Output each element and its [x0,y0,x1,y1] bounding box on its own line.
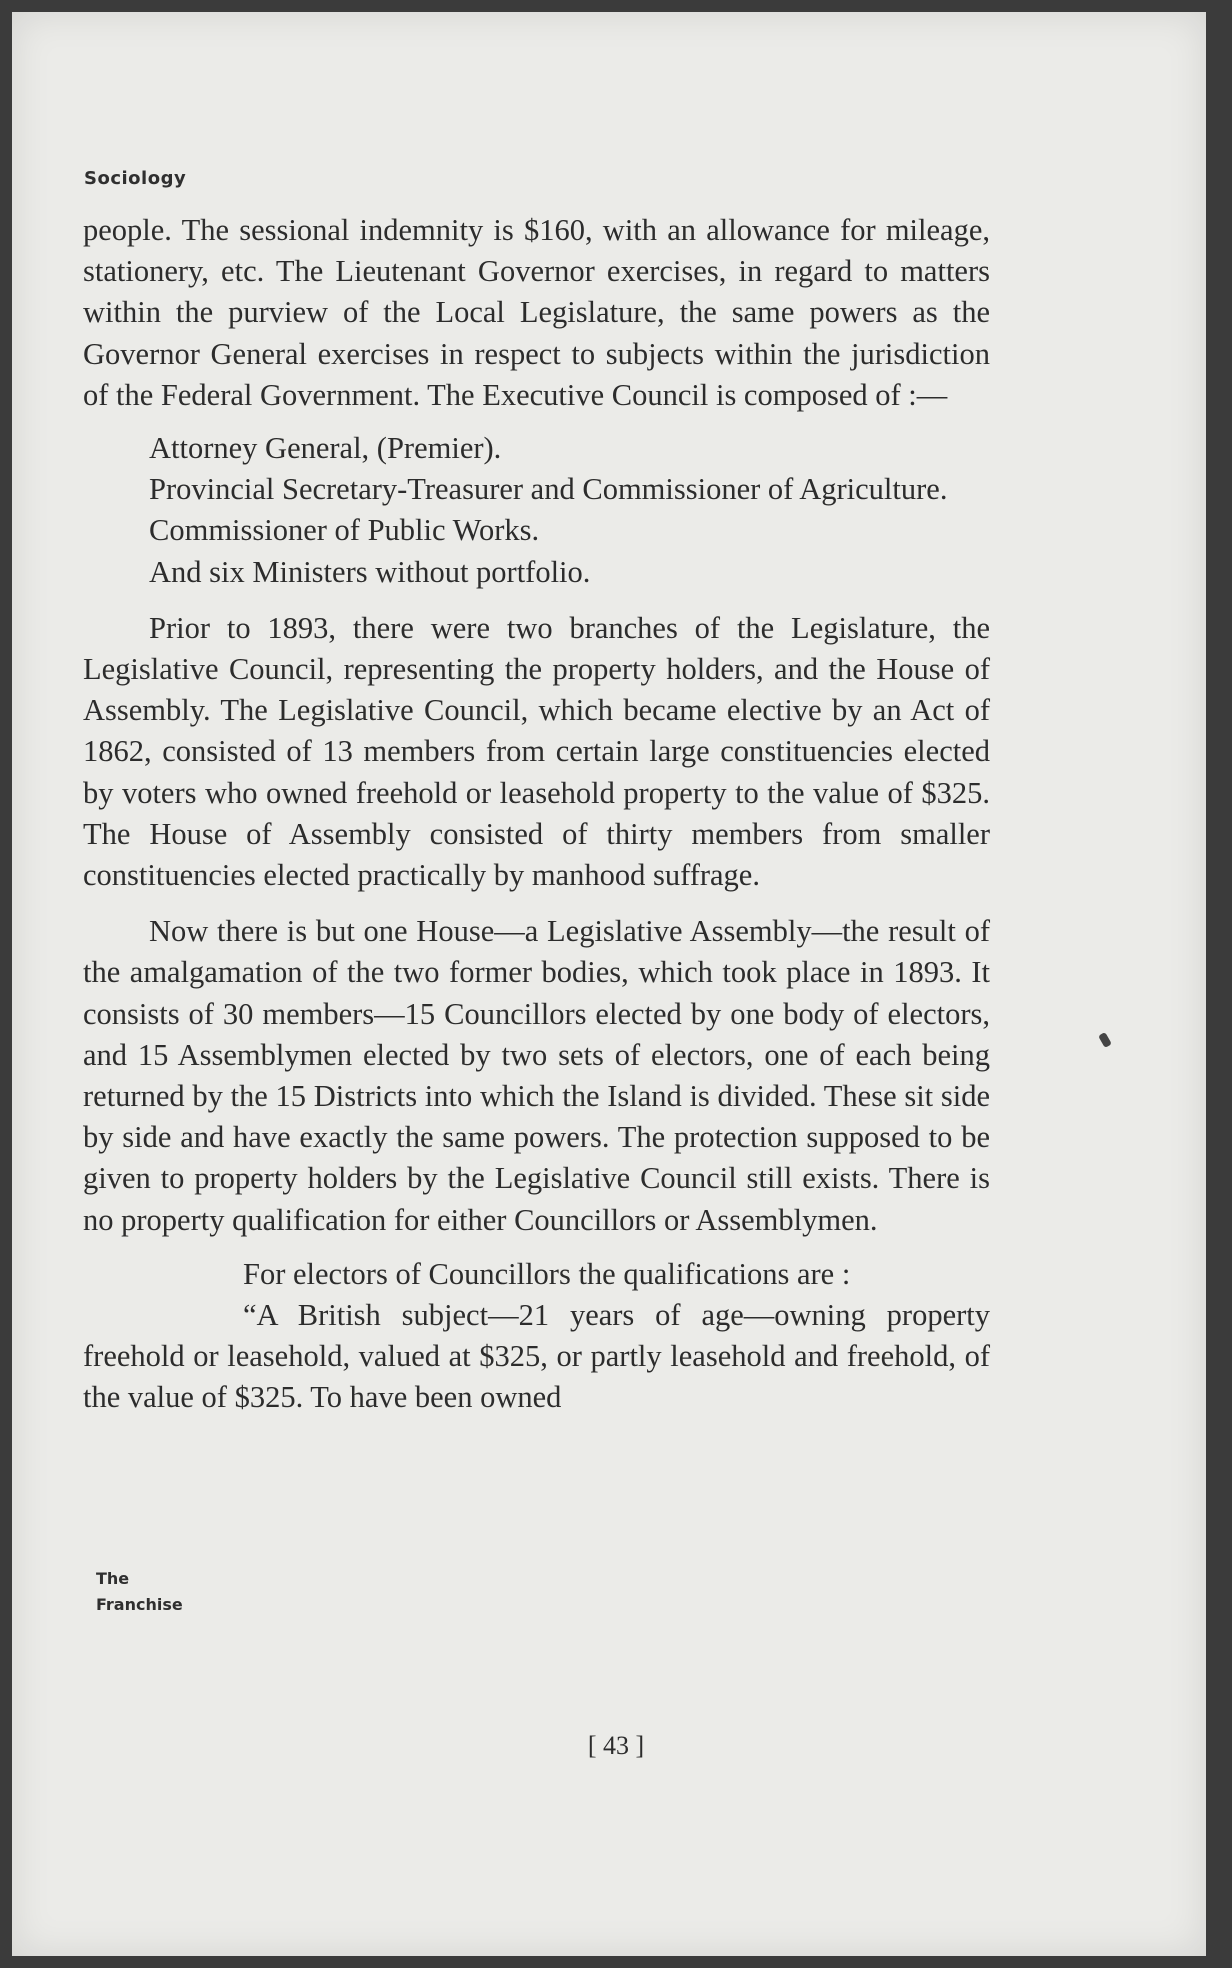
paragraph-legislative-assembly: Now there is but one House—a Legislative Assembly—the result of the amalgamation of the two former bodies, which took place in 1893. It consists of 30 members—15 Councillors elected by one body of electors, and 15 Assemblymen elected by two sets of electors, one of each being returned by the 15 Districts into which the Island is divided. These sit side by side and have exactly the same powers. The protection supposed to be given to property holders by the Legislative Council still exists. There is no property qualification for either Councillors or Assemblymen. [83,914,990,1237]
franchise-lead: For electors of Councillors the qualifications are : [243,1256,851,1291]
paragraph-franchise [83,1254,990,1419]
list-item: Provincial Secretary-Treasurer and Commissioner of Agriculture. [149,472,948,507]
margin-note [96,1566,216,1618]
list-item: Attorney General, (Premier). [149,431,502,466]
body-text [83,210,990,1419]
list-item: Commissioner of Public Works. [149,513,540,548]
margin-note-line: The [96,1569,130,1588]
page-number: [ 43 ] [587,1731,645,1760]
executive-council-list [149,428,990,593]
franchise-text: “A British subject—21 years of age—owning property freehold or leasehold, valued at $325, or partly leasehold and freehold, of the value of $325. To have been owned [83,1298,990,1415]
running-head: Sociology [84,168,187,189]
paragraph-continued: people. The sessional indemnity is $160, with an allowance for mileage, stationery, etc. The Lieutenant Governor exercises, in regard to matters within the purview of the Local Legislature, the same powers as the Governor General exercises in respect to subjects within the jurisdiction of the Federal Government. The Executive Council is composed of :— [83,213,990,412]
paragraph-legislature-history: Prior to 1893, there were two branches of the Legislature, the Legislative Council, representing the property holders, and the House of Assembly. The Legislative Council, which became elective by an Act of 1862, consisted of 13 members from certain large constituencies elected by voters who owned freehold or leasehold property to the value of $325. The House of Assembly consisted of thirty members from smaller constituencies elected practically by manhood suffrage. [83,610,990,893]
margin-note-line: Franchise [96,1595,183,1614]
list-item: And six Ministers without portfolio. [149,554,591,589]
